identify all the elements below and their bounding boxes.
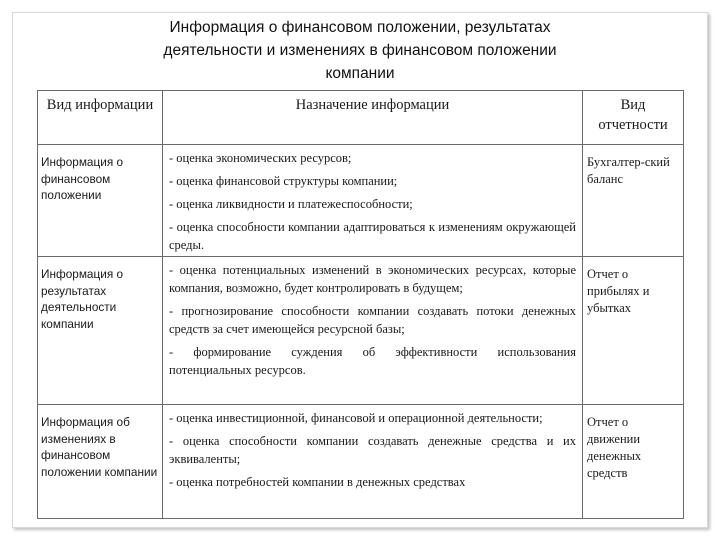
- cell-report-type: Отчет о прибылях и убытках: [583, 257, 684, 405]
- cell-report-type: Бухгалтер-ский баланс: [583, 145, 684, 257]
- title-line-1: Информация о финансовом положении, результатах: [169, 19, 551, 36]
- header-info-purpose: Назначение информации: [163, 91, 583, 145]
- table-row: [38, 405, 684, 519]
- purpose-item: - оценка потребностей компании в денежных средствах: [169, 475, 466, 489]
- purpose-item: - оценка способности компании адаптироваться к изменениям окружающей среды.: [169, 220, 576, 252]
- cell-info-type: Информация об изменениях в финансовом положении компании: [38, 405, 163, 519]
- purpose-item: - оценка способности компании создавать денежные средства и их эквиваленты;: [169, 434, 576, 466]
- title-line-2: деятельности и изменениях в финансовом положении: [163, 42, 557, 59]
- table-row: [38, 145, 684, 257]
- page-title: [60, 16, 660, 85]
- purpose-item: - оценка экономических ресурсов;: [169, 151, 352, 165]
- table-header-row: [38, 91, 684, 145]
- cell-purpose: [163, 145, 583, 257]
- purpose-item: - оценка ликвидности и платежеспособности;: [169, 197, 413, 211]
- header-report-type: Вид отчетности: [583, 91, 684, 145]
- info-table: [37, 90, 684, 519]
- table-row: [38, 257, 684, 405]
- purpose-item: - прогнозирование способности компании создавать потоки денежных средств за счет имеющейся ресурсной базы;: [169, 304, 576, 336]
- cell-purpose: [163, 257, 583, 405]
- purpose-item: - формирование суждения об эффективности использования потенциальных ресурсов.: [169, 345, 576, 377]
- title-line-3: компании: [325, 65, 395, 82]
- purpose-item: - оценка финансовой структуры компании;: [169, 174, 398, 188]
- cell-info-type: Информация о результатах деятельности компании: [38, 257, 163, 405]
- cell-purpose: [163, 405, 583, 519]
- purpose-item: - оценка потенциальных изменений в экономических ресурсах, которые компания, возможно, будет контролировать в будущем;: [169, 263, 576, 295]
- header-info-type: Вид информации: [38, 91, 163, 145]
- purpose-item: - оценка инвестиционной, финансовой и операционной деятельности;: [169, 411, 543, 425]
- cell-info-type: Информация о финансовом положении: [38, 145, 163, 257]
- cell-report-type: Отчет о движении денежных средств: [583, 405, 684, 519]
